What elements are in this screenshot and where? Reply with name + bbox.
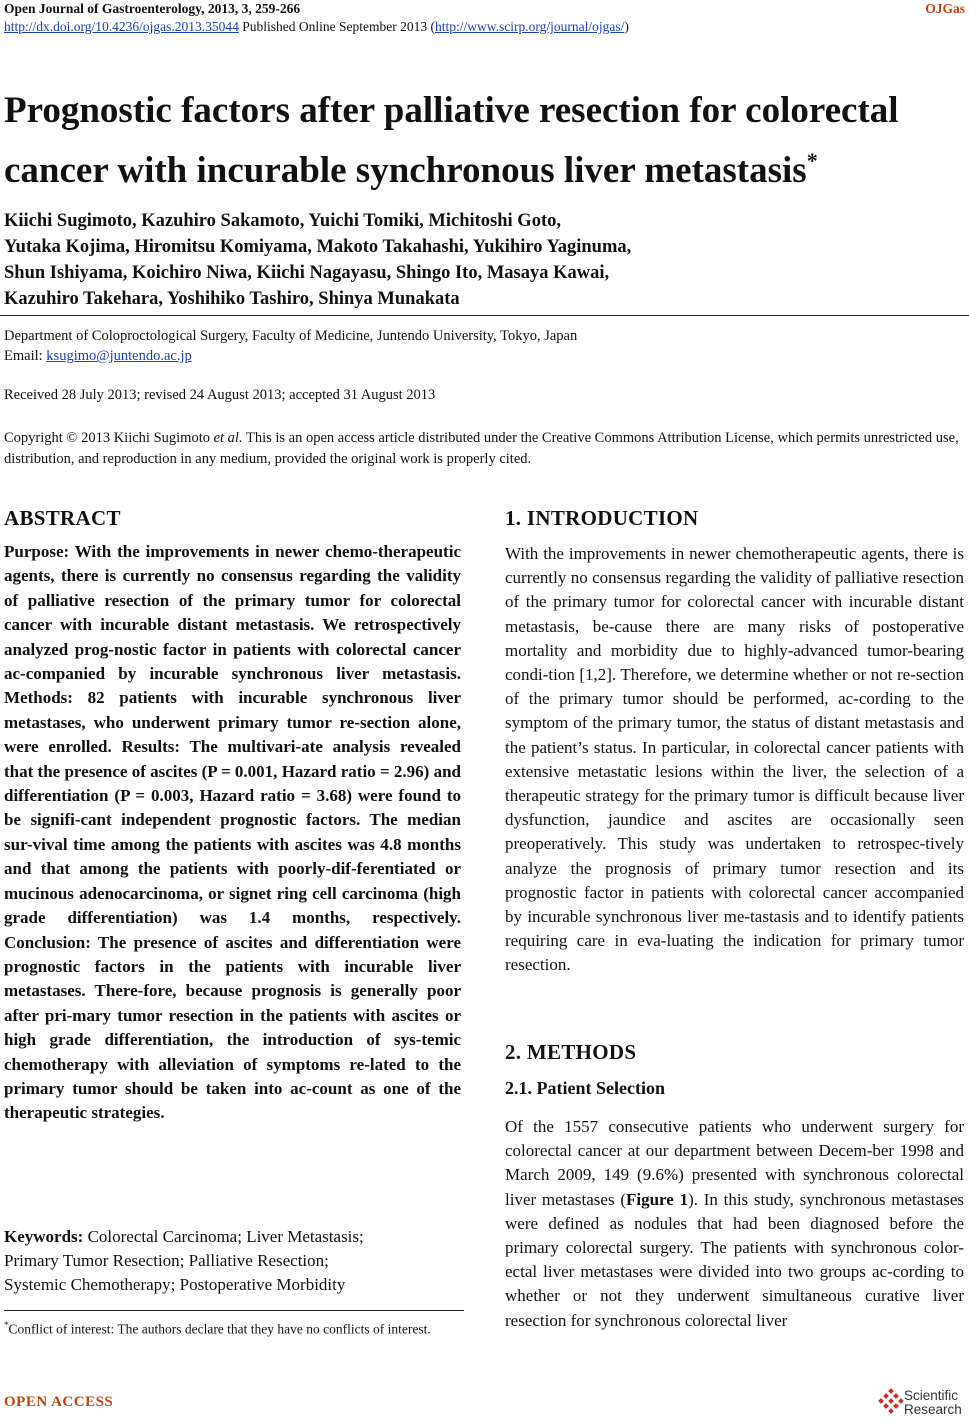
abstract-heading: ABSTRACT [4, 506, 121, 530]
keywords-label: Keywords: [4, 1227, 84, 1246]
published-date: Published Online September 2013 ( [238, 19, 435, 34]
author-line-2: Yutaka Kojima, Hiromitsu Komiyama, Makoto Takahashi, Yukihiro Yaginuma, [4, 237, 632, 257]
affiliation-block [4, 326, 577, 366]
journal-brand: OJGas [925, 1, 965, 16]
footnote-divider [4, 1310, 464, 1311]
methods-text [505, 1115, 964, 1333]
running-header [4, 0, 965, 36]
copyright-etal: et al. [213, 430, 243, 446]
methods-text-after: ). In this study, synchronous metastases were defined as nodules that had been diagnosed before the primary colorectal surgery. The patients with synchronous color-ectal liver metastases were divided into two groups ac-cording to whether or not they underwent simultaneous curative liver resection for synchronous colorectal liver [505, 1189, 964, 1330]
title-line-1: Prognostic factors after palliative resection for colorectal [4, 90, 899, 131]
publisher-name-line-1: Scientific [904, 1388, 959, 1403]
footnote-text: Conflict of interest: The authors declare that they have no conflicts of interest. [8, 1321, 431, 1337]
introduction-heading: 1. INTRODUCTION [505, 506, 699, 530]
scientific-research-logo [878, 1388, 962, 1418]
publisher-name-line-2: Research [904, 1402, 962, 1417]
doi-link[interactable]: http://dx.doi.org/10.4236/ojgas.2013.35044 [4, 19, 239, 34]
footnote [4, 1316, 461, 1339]
keywords-line-2: Primary Tumor Resection; Palliative Resection; [4, 1251, 329, 1270]
publisher-logo-icon [878, 1388, 904, 1418]
journal-link[interactable]: http://www.scirp.org/journal/ojgas/ [435, 19, 625, 34]
author-line-1: Kiichi Sugimoto, Kazuhiro Sakamoto, Yuichi Tomiki, Michitoshi Goto, [4, 211, 561, 231]
keywords-line-3: Systemic Chemotherapy; Postoperative Morbidity [4, 1275, 346, 1294]
introduction-text: With the improvements in newer chemotherapeutic agents, there is currently no consensus regarding the validity of palliative resection of the primary tumor for colorectal cancer with incurable distant metastasis, be-cause there are many risks of postoperative mortality and morbidity due to highly-advanced tumor-bearing condi-tion [1,2]. Therefore, we determine whether or not re-section of the primary tumor should be performed, ac-cording to the symptom of the primary tumor, the status of distant metastasis and the patient’s status. In particular, in colorectal cancer patients with extensive metastatic lesions within the liver, the selection of a therapeutic strategy for the primary tumor is difficult because liver dysfunction, jaundice and ascites are occasionally seen preoperatively. This study was undertaken to retrospec-tively analyze the prognosis of primary tumor resection and its prognostic factor in patients with colorectal cancer accompanied by incurable synchronous liver me-tastasis and to identify patients requiring care in eva-luating the indication for primary tumor resection. [505, 544, 964, 975]
journal-citation: Open Journal of Gastroenterology, 2013, 3, 259-266 [4, 1, 301, 16]
author-line-3: Shun Ishiyama, Koichiro Niwa, Kiichi Nagayasu, Shingo Ito, Masaya Kawai, [4, 263, 610, 283]
title-footnote-marker: * [806, 148, 818, 173]
department: Department of Coloproctological Surgery, Faculty of Medicine, Juntendo University, Tokyo, Japan [4, 328, 578, 344]
author-line-4: Kazuhiro Takehara, Yoshihiko Tashiro, Shinya Munakata [4, 289, 460, 309]
copyright-part-2: This is an open access article distributed under the Creative Commons Attribution License, which permits unrestricted use, distribution, and reproduction in any medium, provided the original work is properly cited. [4, 430, 959, 467]
close-paren: ) [624, 19, 629, 34]
article-title [4, 86, 964, 196]
copyright-part-1: Copyright © 2013 Kiichi Sugimoto [4, 430, 214, 446]
author-list [4, 208, 944, 312]
email-label: Email: [4, 348, 47, 364]
keywords-line-1: Colorectal Carcinoma; Liver Metastasis; [83, 1227, 364, 1246]
divider [0, 315, 969, 316]
abstract-text: Purpose: With the improvements in newer chemo-therapeutic agents, there is currently no consensus regarding the validity of palliative resection of the primary tumor for colorectal cancer with incurable distant metastasis. We retrospectively analyzed prog-nostic factor in patients with colorectal cancer ac-companied by incurable synchronous liver metastasis. Methods: 82 patients with incurable synchronous liver metastases, who underwent primary tumor re-section alone, were enrolled. Results: The multivari-ate analysis revealed that the presence of ascites (P = 0.001, Hazard ratio = 2.96) and differentiation (P = 0.003, Hazard ratio = 3.68) were found to be signifi-cant independent prognostic factors. The median sur-vival time among the patients with ascites was 4.8 months and that among the patients with poorly-dif-ferentiated or mucinous adenocarcinoma, or signet ring cell carcinoma (high grade differentiation) was 1.4 months, respectively. Conclusion: The presence of ascites and differentiation were prognostic factors in the patients with incurable liver metastases. There-fore, because prognosis is generally poor after pri-mary tumor resection in the patients with ascites or high grade differentiation, the introduction of sys-temic chemotherapy with alleviation of symptoms re-lated to the primary tumor should be taken into ac-count as one of the therapeutic strategies. [4, 542, 461, 1123]
figure-1-reference[interactable]: Figure 1 [625, 1189, 689, 1209]
methods-heading: 2. METHODS [505, 1040, 637, 1064]
copyright-notice [4, 428, 966, 470]
email-link[interactable]: ksugimo@juntendo.ac.jp [46, 348, 192, 364]
open-access-label: OPEN ACCESS [4, 1394, 114, 1410]
patient-selection-heading: 2.1. Patient Selection [505, 1078, 665, 1098]
footnote-marker: * [4, 1320, 9, 1330]
title-line-2: cancer with incurable synchronous liver metastasis [4, 150, 807, 191]
article-dates: Received 28 July 2013; revised 24 August 2013; accepted 31 August 2013 [4, 387, 436, 403]
keywords-block [4, 1225, 464, 1297]
methods-text-before: Of the 1557 consecutive patients who underwent surgery for colorectal cancer at our department between Decem-ber 1998 and March 2009, 149 (9.6%) presented with synchronous colorectal liver metastases ( [505, 1117, 964, 1209]
